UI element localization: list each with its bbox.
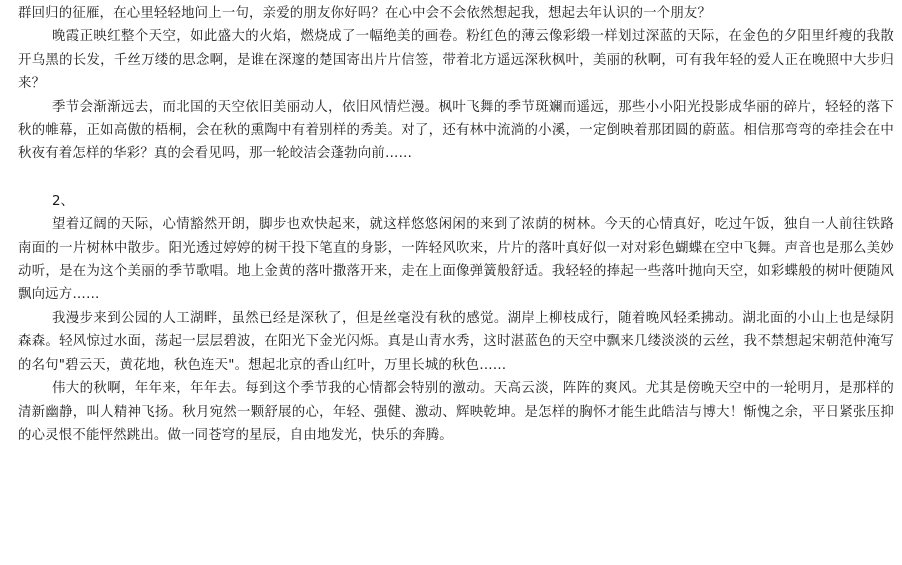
paragraph-forest: 望着辽阔的天际，心情豁然开朗，脚步也欢快起来，就这样悠悠闲闲的来到了浓荫的树林。今天的心情真好，吃过午饭，独自一人前往铁路南面的一片树林中散步。阳光透过婷婷的树干投下笔直的身影，一阵轻风吹来，片片的落叶真好似一对对彩色蝴蝶在空中飞舞。声音也是那么美妙动听，是在为这个美丽的季节歌唱。地上金黄的落叶撒落开来，走在上面像弹簧般舒适。我轻轻的捧起一些落叶抛向天空，如彩蝶般的树叶便随风飘向远方…… — [18, 217, 894, 303]
article-body — [18, 0, 894, 447]
paragraph-sunset: 晚霞正映红整个天空，如此盛大的火焰，燃烧成了一幅绝美的画卷。粉红色的薄云像彩缎一样划过深蓝的天际，在金色的夕阳里纤瘦的我散开乌黑的长发，千丝万缕的思念啊，是谁在深邃的楚国寄出片片信签，带着北方遥远深秋枫叶，美丽的秋啊，可有我年轻的爱人正在晚照中大步归来？ — [18, 29, 894, 92]
paragraph-lake: 我漫步来到公园的人工湖畔，虽然已经是深秋了，但是丝毫没有秋的感觉。湖岸上柳枝成行，随着晚风轻柔拂动。湖北面的小山上也是绿阴森森。轻风惊过水面，荡起一层层碧波，在阳光下金光闪烁。真是山青水秀，这时湛蓝色的天空中飘来几缕淡淡的云丝，我不禁想起宋朝范仲淹写的名句"碧云天，黄花地，秋色连天"。想起北京的香山红叶，万里长城的秋色…… — [18, 310, 894, 373]
paragraph-season: 季节会渐渐远去，而北国的天空依旧美丽动人，依旧风情烂漫。枫叶飞舞的季节斑斓而遥远，那些小小阳光投影成华丽的碎片，轻轻的落下秋的帷幕，正如高傲的梧桐，会在秋的熏陶中有着别样的秀美。对了，还有林中流淌的小溪，一定倒映着那团圆的蔚蓝。相信那弯弯的牵挂会在中秋夜有着怎样的华彩？真的会看见吗，那一轮皎洁会蓬勃向前…… — [18, 99, 894, 162]
section-spacer — [18, 166, 894, 190]
paragraph-autumn: 伟大的秋啊，年年来，年年去。每到这个季节我的心情都会特别的激动。天高云淡，阵阵的爽风。尤其是傍晚天空中的一轮明月，是那样的清新幽静，叫人精神飞扬。秋月宛然一颗舒展的心，年轻、强健、激动、辉映乾坤。是怎样的胸怀才能生此皓洁与博大！惭愧之余，平日紧张压抑的心灵恨不能怦然跳出。做一同苍穹的星辰，自由地发光，快乐的奔腾。 — [18, 381, 894, 443]
section-number: 2、 — [52, 193, 74, 209]
paragraph-fragment: 群回归的征雁，在心里轻轻地问上一句，亲爱的朋友你好吗？在心中会不会依然想起我，想起去年认识的一个朋友？ — [18, 6, 712, 21]
